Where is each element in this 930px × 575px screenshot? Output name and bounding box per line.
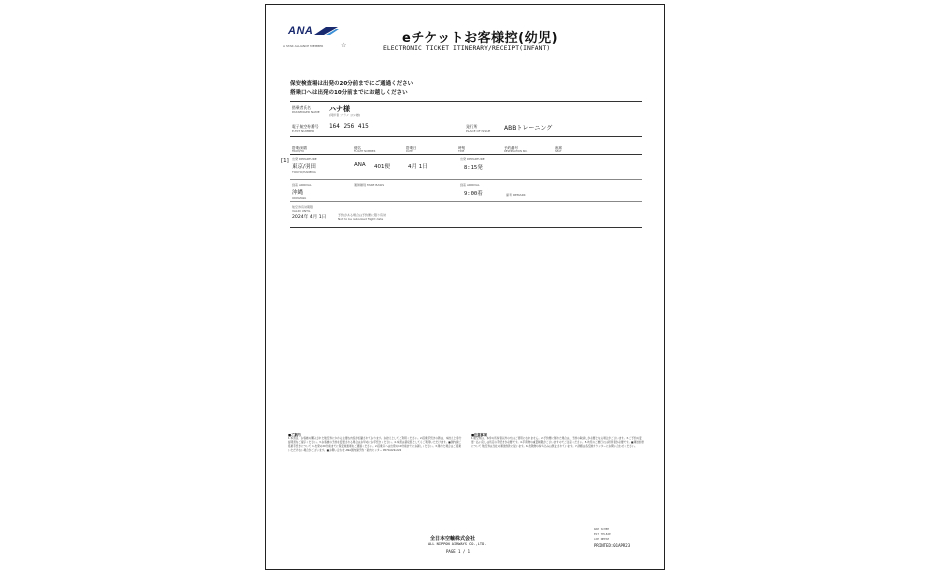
- divider: [290, 201, 642, 202]
- valid-note-jp: 予約がある場合は予約便に限り有効: [338, 213, 387, 217]
- col-header-route: 搭乗/到着: [292, 146, 308, 150]
- guidance-title: ■ご案内: [288, 433, 301, 437]
- divider: [290, 136, 642, 137]
- name-label: 搭乗者氏名: [292, 105, 311, 110]
- title-jp: eチケットお客様控(幼児): [402, 31, 559, 46]
- flight-date: 4月 1日: [408, 164, 428, 170]
- ticket-page: [265, 4, 665, 570]
- col-header-time: 時刻: [458, 146, 465, 150]
- code-2: EST TELEAE: [594, 532, 611, 536]
- divider: [290, 101, 642, 102]
- arrival-time-label: 到着 ARRIVAL: [460, 183, 480, 187]
- valid-label-en: VALID UNTIL: [292, 209, 311, 213]
- departure-city-en: TOKYO/HANEDA: [292, 170, 316, 174]
- valid-label: 航空券有効期限: [292, 205, 314, 209]
- caution-title: ■注意事項: [471, 433, 487, 437]
- code-1: RAH SCHEH: [594, 527, 610, 531]
- divider: [290, 154, 642, 155]
- ticket-number: 164 256 415: [329, 123, 369, 130]
- divider: [290, 179, 642, 180]
- gate-notice: 搭乗口へは出発の10分前までにお越しください: [290, 90, 408, 96]
- code-3: LOE NEESE: [594, 537, 610, 541]
- col-header-flight-en: FLIGHT NUMBER: [354, 150, 376, 153]
- company-name-en: ALL NIPPON AIRWAYS CO.,LTD.: [428, 542, 487, 546]
- passenger-name: ハナ様: [329, 105, 350, 113]
- companion-name: (同伴者 ソラノ ヨシ様): [329, 113, 361, 117]
- departure-label: 出発 DEPARTURE: [292, 157, 317, 161]
- security-notice: 保安検査場は出発の20分前までにご通過ください: [290, 81, 414, 87]
- caution-notes: [471, 432, 646, 449]
- valid-date: 2024年 4月 1日: [292, 215, 327, 220]
- ticket-label: 電子航空券番号: [292, 124, 319, 129]
- title-en: ELECTRONIC TICKET ITINERARY/RECEIPT(INFANT): [383, 45, 551, 52]
- arrival-city-en: OKINAWA: [292, 196, 307, 200]
- departure-time: 8:15発: [464, 165, 483, 171]
- name-label-en: PASSENGER NAME: [292, 110, 320, 114]
- col-header-seat-en: SEAT: [555, 150, 562, 153]
- ticket-label-en: E-TKT NUMBER: [292, 129, 315, 133]
- valid-note-en: Not to be rebooked flight date: [338, 217, 384, 221]
- arrival-label: 到着 ARRIVAL: [292, 183, 312, 187]
- divider: [290, 227, 642, 228]
- alliance-text: A STAR ALLIANCE MEMBER: [283, 44, 324, 48]
- row-index: [1]: [281, 158, 289, 164]
- arrival-time: 9:00着: [464, 191, 483, 197]
- col-header-date-en: DATE: [406, 150, 413, 153]
- col-header-time-en: TIME: [458, 150, 465, 153]
- caution-text: 1.航空券は、本券の所持者以外の方はご使用になれません。2.予約便に遅れた場合は、予約の取消しが必要となる場合がございます。3.ご予約の変更・払い戻しは所定の手続きが必要です。4.手荷物の重量制限がございますのでご注意ください。5.幼児のご旅行には同伴者が必要です。■運送約款について 航空券は当社の運送約款に従います。6.危険物の持ち込みは禁止されています。7.詳細は各空港カウンターにお問い合わせください。: [471, 437, 644, 448]
- ana-wing-icon: [312, 25, 340, 37]
- flight-number: 401便: [374, 164, 390, 170]
- page-number: PAGE 1 / 1: [446, 549, 471, 554]
- ana-logo: ANA: [288, 25, 314, 37]
- issue-label-en: PLACE OF ISSUE: [466, 129, 491, 133]
- star-alliance-icon: ☆: [341, 42, 347, 49]
- issue-label: 発行所: [466, 124, 478, 129]
- col-header-reservation-en: RESERVATION NO.: [504, 150, 528, 153]
- col-header-route-en: FROM/TO: [292, 150, 305, 153]
- arrival-city: 沖縄: [292, 190, 304, 196]
- printed-date: PRINTED:01APR23: [594, 543, 631, 548]
- fare-basis-label: 運賃種別 FARE BASIS: [354, 183, 385, 187]
- departure-city: 東京/羽田: [292, 164, 316, 170]
- remark-label: 備考 REMARK: [506, 193, 526, 197]
- guidance-text: 1.本書は、お客様の購入された航空券にかかる主要な内容が記載されております。お控えとしてご利用ください。2.搭乗手続きの際は、本控えと身分証明書をご提示ください。3.お客様の予約を変更される場合はお早めにお手続きください。4.本書は領収書としてもご利用いただけます。■国内線ご搭乗手続きについて 1.出発の20分前までに保安検査場をご通過ください。2.搭乗口へは出発の10分前までにお越しください。3.遅れた場合はご搭乗いただけない場合がございます。■お問い合わせ ANA国内線予約・案内センター 0570-029-222: [288, 437, 462, 452]
- departure-time-label: 出発 DEPARTURE: [460, 157, 485, 161]
- col-header-reservation: 予約番号: [504, 146, 518, 150]
- col-header-flight: 便名: [354, 146, 361, 150]
- guidance-notes: [288, 432, 463, 453]
- issue-place: ABBトレーニング: [504, 125, 553, 132]
- col-header-seat: 座席: [555, 146, 562, 150]
- col-header-date: 搭乗日: [406, 146, 417, 150]
- airline: ANA: [354, 162, 366, 168]
- company-name-jp: 全日本空輸株式会社: [430, 536, 476, 542]
